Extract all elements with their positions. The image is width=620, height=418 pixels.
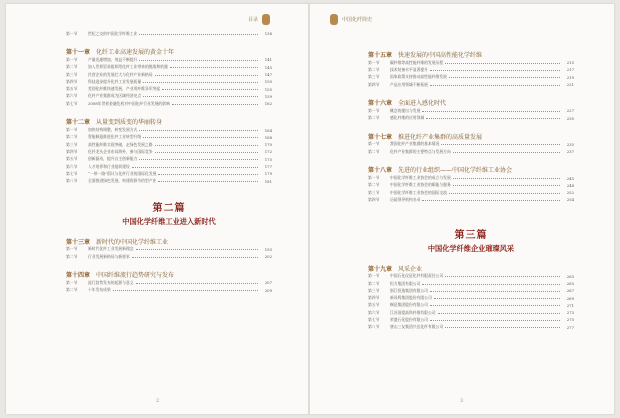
toc-entry[interactable] [368,196,574,203]
section-title: 科技进步提升化纤工业发展质量 [88,78,142,84]
dot-leader [422,110,560,112]
toc-entry[interactable] [66,246,272,253]
part-heading [368,226,574,254]
dot-leader [434,297,560,299]
page-ref: 170 [264,142,272,148]
chapter-title: 中国纤维流行趋势研究与发布 [96,272,175,280]
section-number: 第四节 [368,81,380,87]
section-number: 第一节 [66,30,78,36]
toc-entry[interactable] [66,71,272,78]
chapter-heading[interactable] [368,98,574,107]
toc-entry[interactable] [368,66,574,73]
section-title: 江苏国望高科纤维有限公司 [390,309,436,315]
page-ref: 248 [566,182,574,188]
chapter-number: 第十三章 [66,238,91,246]
dot-leader [139,129,258,131]
chapter-block [368,50,574,88]
toc-entry[interactable] [368,74,574,81]
chapter-heading[interactable] [66,237,272,246]
section-title: 民营企业的发展壮大与化纤产业新格局 [88,71,153,77]
dot-leader [430,304,560,306]
toc-entry[interactable] [66,64,272,71]
page-ref: 217 [566,67,574,73]
section-title: 荣盛石化股份有限公司 [390,316,428,322]
chapter-title: 全面进入感化时代 [398,100,447,108]
page-ref: 193 [264,246,272,252]
dot-leader [430,290,560,292]
page-ref: 181 [264,178,272,184]
left-page [6,4,310,414]
dot-leader [438,312,560,314]
page-ref: 162 [264,101,272,107]
dot-leader [445,62,560,64]
section-title: 中国化学纤维工业协会的国际交流 [390,189,447,195]
chapter-block [66,47,272,107]
chapter-heading[interactable] [66,47,272,56]
page-ref: 155 [264,86,272,92]
section-number: 第三节 [368,287,380,293]
toc-entry[interactable] [368,280,574,287]
toc-entry[interactable] [66,148,272,155]
chapter-heading[interactable] [66,270,272,279]
toc-entry[interactable] [66,93,272,100]
dot-leader [132,166,258,168]
page-number: 3 [460,398,464,404]
toc-entry[interactable] [368,294,574,301]
chapter-heading[interactable] [368,165,574,174]
section-number: 第一节 [66,127,78,133]
chapter-block [66,270,272,294]
section-title: 国家政策支持推动高性能纤维发展 [390,74,447,80]
toc-entry[interactable] [368,114,574,121]
chapter-number: 第十四章 [66,272,91,280]
section-title: 全面推进绿色发展，构建资源节约型产业 [88,178,157,184]
page-ref: 254 [566,197,574,203]
dot-leader [139,59,258,61]
chapter-block [66,117,272,184]
toc-entry[interactable] [66,85,272,92]
section-number: 第二节 [368,148,380,154]
section-number: 第五节 [368,302,380,308]
section-title: 唐山三友集团兴达化纤有限公司 [390,324,444,330]
toc-entry[interactable] [368,141,574,148]
toc-entry[interactable] [66,141,272,148]
header-title: 中国化纤简史 [342,17,373,23]
section-title: “一带一路”倡议与化纤行业的国际化发展 [88,170,157,176]
section-title: 中国化学纤维工业协会的职能与服务 [390,182,451,188]
section-number: 第五节 [66,86,78,92]
section-title: 化纤产业集群成为区域经济亮点 [88,93,142,99]
page-ref: 141 [264,57,272,63]
section-title: 概念的提出与发展 [390,107,421,113]
dot-leader [143,81,258,83]
section-number: 第二节 [368,280,380,286]
right-toc [368,40,574,331]
toc-entry[interactable] [368,316,574,323]
page-ref: 175 [264,156,272,162]
page-ref: 221 [566,82,574,88]
page-number: 2 [156,398,160,404]
seal-icon [262,14,270,25]
chapter-heading[interactable] [368,132,574,141]
section-number: 第一节 [66,279,78,285]
toc-entry[interactable] [368,148,574,155]
section-number: 第三节 [368,189,380,195]
chapter-number: 第十二章 [66,119,91,127]
dot-leader [139,33,258,35]
dot-leader [430,319,560,321]
toc-entry[interactable] [66,163,272,170]
section-number: 第六节 [66,163,78,169]
dot-leader [143,95,258,97]
section-number: 第一节 [66,56,78,62]
toc-entry[interactable] [368,324,574,331]
header-title: 目录 [247,17,258,23]
section-title: 恒力集团有限公司 [390,280,421,286]
section-number: 第一节 [368,141,380,147]
dot-leader [132,256,258,258]
page-ref: 150 [264,79,272,85]
section-number: 第四节 [66,78,78,84]
dot-leader [445,275,560,277]
toc-entry[interactable] [368,273,574,280]
section-number: 第三节 [368,74,380,80]
section-title: 桐昆集团股份有限公司 [390,302,428,308]
dot-leader [155,74,258,76]
dot-leader [453,184,560,186]
section-number: 第四节 [66,148,78,154]
chapter-block [368,165,574,203]
section-number: 第一节 [368,107,380,113]
section-number: 第七节 [66,170,78,176]
toc-entry[interactable] [66,126,272,133]
right-page [310,4,614,414]
section-title: 新凤鸣集团股份有限公司 [390,295,432,301]
chapter-title: 快速发展的中国高性能化学纤维 [398,52,483,59]
section-number: 第二节 [66,64,78,70]
toc-entry[interactable] [368,182,574,189]
chapter-title: 新时代的中国化学纤维工业 [96,238,169,246]
section-title: 产量迅速增加，效益不断提升 [88,56,138,62]
section-title: 化纤龙头企业布局海外，参与国际竞争 [88,148,153,154]
toc-entry[interactable] [66,134,272,141]
chapter-title: 从量变到质变的华丽转身 [96,119,163,127]
section-title: 加入世界贸易组织给化纤工业带来的挑战和机遇 [88,64,168,70]
toc-entry[interactable] [368,107,574,114]
section-number: 第一节 [368,59,380,65]
toc-entry[interactable] [66,177,272,184]
chapter-block [66,237,272,261]
section-number: 第六节 [368,309,380,315]
chapter-title: 化纤工业高速发展的黄金十年 [96,49,175,57]
page-ref: 215 [566,60,574,66]
page-ref: 209 [264,287,272,293]
page-ref: 202 [264,254,272,260]
section-number: 第二节 [368,182,380,188]
section-number: 第二节 [66,287,78,293]
section-number: 第一节 [368,273,380,279]
part-title: 中国化学纤维企业璀璨风采 [427,243,515,253]
toc-entry[interactable] [66,170,272,177]
dot-leader [113,289,258,291]
dot-leader [162,88,258,90]
section-title: 2008年世界金融危机对中国化纤行业发展的影响 [88,100,170,106]
section-title: 差别化纤维快速发展，产业用纤维异军突起 [88,86,161,92]
section-number: 第三节 [66,71,78,77]
section-number: 第二节 [368,115,380,121]
dot-leader [139,158,258,160]
chapter-title: 风采企业 [398,265,423,273]
dot-leader [426,117,560,119]
section-title: 高性能纤维实现突破，走绿色发展之路 [88,141,153,147]
page-ref: 267 [566,288,574,294]
section-number: 第一节 [66,246,78,252]
page-ref: 164 [264,127,272,133]
dot-leader [136,248,258,250]
chapter-title: 推进化纤产业集群的高质量发展 [398,133,483,141]
part-heading [66,199,272,227]
chapter-heading[interactable] [66,117,272,126]
section-title: 新时代化纤工业发展新理念 [88,246,134,252]
chapter-number: 第十七章 [368,133,393,141]
section-title: 流行趋势发布的起源与意义 [88,279,134,285]
dot-leader [172,103,258,105]
section-number: 第四节 [368,295,380,301]
page-ref: 263 [566,273,574,279]
section-number: 第八节 [66,178,78,184]
toc-entry[interactable] [368,174,574,181]
left-running-header [248,14,270,25]
page-ref: 265 [566,281,574,286]
page-ref: 269 [566,295,574,301]
dot-leader [430,69,560,71]
page-ref: 219 [566,74,574,80]
dot-leader [136,282,258,284]
section-number: 第一节 [368,175,380,181]
page-ref: 172 [264,149,272,155]
page-ref: 179 [264,171,272,177]
chapter-block [368,98,574,122]
section-title: 浙江恒逸集团有限公司 [390,287,428,293]
section-title: 产品应用领域不断拓展 [390,81,428,87]
chapter-number: 第十六章 [368,100,393,108]
section-number: 第七节 [368,316,380,322]
page-ref: 245 [566,175,574,181]
page-ref: 207 [264,280,272,286]
left-toc [66,30,272,294]
section-title: 人才培养和行业组织建设 [88,163,130,169]
section-number: 第七节 [66,100,78,106]
part-label: 第三篇 [454,229,488,241]
section-title: 历届领导机构名录 [390,196,421,202]
page-ref: 235 [566,141,574,147]
section-number: 第二节 [66,134,78,140]
page-ref: 145 [264,64,272,70]
section-title: 碳纤维等高性能纤维的发展历程 [390,59,444,65]
chapter-number: 第十八章 [368,167,393,175]
right-running-header [330,14,372,25]
dot-leader [430,84,560,86]
seal-icon [330,14,338,25]
page-ref: 277 [566,324,574,330]
dot-leader [449,76,560,78]
dot-leader [422,283,560,285]
dot-leader [158,180,258,182]
toc-entry[interactable] [368,287,574,294]
section-title: 行业发展新格局与新要求 [88,253,130,259]
section-title: 加快结构调整，转变发展方式 [88,127,138,133]
section-title: 化纤产业集群的主要特点与发展方向 [390,148,451,154]
chapter-block [368,264,574,331]
toc-entry[interactable] [66,156,272,163]
dot-leader [170,66,258,68]
section-title: 我国化纤产业集群的基本情况 [390,141,440,147]
section-title: 创新驱动，提升自主创新能力 [88,156,138,162]
part-title: 中国化学纤维工业进入新时代 [122,216,216,226]
toc-entry[interactable] [368,59,574,66]
toc-entry[interactable] [66,279,272,286]
section-title: 智能制造推进化纤工业转型升级 [88,134,142,140]
chapter-heading[interactable] [368,50,574,59]
dot-leader [453,151,560,153]
toc-entry[interactable] [66,78,272,85]
page-ref: 159 [264,93,272,99]
page-ref: 273 [566,310,574,316]
dot-leader [155,151,258,153]
section-title: 感化纤维的应用领域 [390,115,425,121]
section-title: 十年发布成果 [88,287,111,293]
toc-entry[interactable] [66,30,272,37]
dot-leader [441,143,560,145]
section-number: 第三节 [66,141,78,147]
chapter-block [368,132,574,156]
section-title: 技术装备水平显著提升 [390,66,428,72]
section-number: 第八节 [368,324,380,330]
toc-entry[interactable] [66,287,272,294]
part-label: 第二篇 [152,202,186,214]
toc-entry[interactable] [368,302,574,309]
page-ref: 230 [566,115,574,121]
page-ref: 252 [566,190,574,196]
section-title: 中国化学纤维工业协会的成立与发展 [390,175,451,181]
dot-leader [155,144,258,146]
section-number: 第二节 [66,253,78,259]
dot-leader [143,136,258,138]
toc-entry[interactable] [66,56,272,63]
section-number: 第六节 [66,93,78,99]
chapter-heading[interactable] [368,264,574,273]
toc-entry[interactable] [66,253,272,260]
toc-entry[interactable] [368,309,574,316]
chapter-number: 第十五章 [368,52,393,59]
section-number: 第二节 [368,66,380,72]
page-ref: 147 [264,72,272,78]
page-ref: 168 [264,134,272,140]
toc-entry[interactable] [66,100,272,107]
toc-entry[interactable] [368,189,574,196]
chapter-number: 第十九章 [368,265,393,273]
dot-leader [453,177,560,179]
dot-leader [449,192,560,194]
chapter-title: 先进的行业组织——中国化学纤维工业协会 [398,167,513,175]
dot-leader [445,326,560,328]
chapter-number: 第十一章 [66,49,91,57]
dot-leader [158,173,258,175]
page-ref: 237 [566,149,574,155]
toc-entry[interactable] [368,81,574,88]
section-number: 第四节 [368,196,380,202]
dot-leader [422,199,560,201]
page-ref: 177 [264,164,272,169]
page-ref: 271 [566,302,574,308]
page-ref: 136 [264,31,272,37]
section-number: 第五节 [66,156,78,162]
page-ref: 275 [566,317,574,323]
page-ref: 227 [566,108,574,114]
section-title: 中国石化仪征化纤有限责任公司 [390,273,444,279]
section-title: 世纪之交的中国化学纤维工业 [88,30,138,36]
